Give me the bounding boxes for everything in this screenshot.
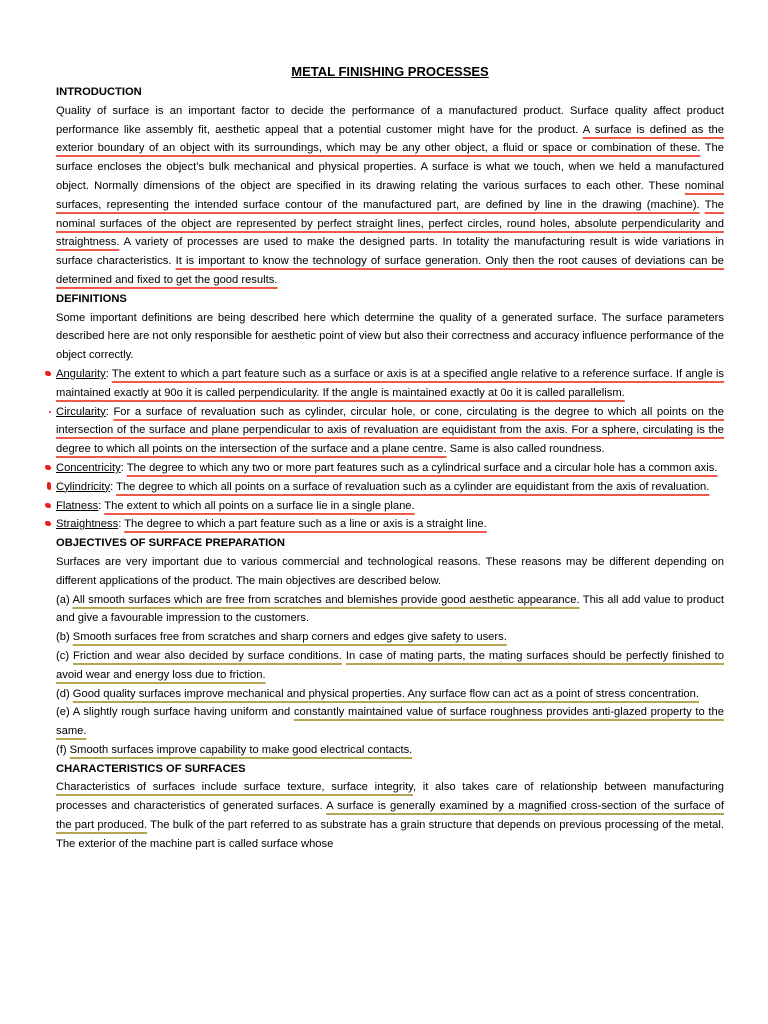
red-marker-icon <box>45 371 51 376</box>
definition-cylindricity <box>56 478 724 497</box>
intro-text-1: Quality of surface is an important factor to decide the performance of a manufactured product. Surface quality affect product performance like assembly fit, aesthetic appeal that a potential customer might have for the product. <box>56 104 724 136</box>
definition-separator: : <box>120 461 127 474</box>
definition-text: The extent to which all points on a surface lie in a single plane. <box>104 499 415 512</box>
definition-term: Concentricity <box>56 461 121 474</box>
objective-c <box>56 647 724 685</box>
definition-separator: : <box>105 367 112 380</box>
objective-b <box>56 628 724 647</box>
objective-label: (d) <box>56 687 73 700</box>
introduction-paragraph <box>56 102 724 290</box>
document-page <box>56 62 724 854</box>
definition-term: Angularity <box>56 367 106 380</box>
definition-tail: Same is also called roundness. <box>446 443 605 456</box>
red-marker-icon <box>45 521 51 526</box>
definition-flatness <box>56 497 724 516</box>
objective-highlight: Smooth surfaces improve capability to make good electrical contacts. <box>69 743 413 756</box>
objective-highlight: All smooth surfaces which are free from scratches and blemishes provide good aesthetic appearance. <box>72 593 580 606</box>
intro-text-4: A variety of processes are used to make the designed parts. In totality the manufacturing result is wide variations in surface characteristics. <box>56 236 724 268</box>
objective-highlight: Friction and wear also decided by surface conditions. <box>73 649 342 662</box>
definition-separator: : <box>98 499 105 512</box>
intro-text-2: The surface encloses the object’s bulk mechanical and physical properties. A surface is what we touch, when we held a manufactured object. Normally dimensions of the object are specified in its drawing relating the various surfaces to each other. These <box>56 142 725 192</box>
objectives-intro: Surfaces are very important due to various commercial and technological reasons. These reasons may be different depending on different applications of the product. The main objectives are described below. <box>56 555 724 587</box>
definition-angularity <box>56 365 724 403</box>
definition-term: Circularity <box>56 405 106 418</box>
characteristics-paragraph <box>56 778 724 853</box>
characteristics-text: , it also takes care of relationship between manufacturing processes and characteristics of generated surfaces. <box>56 781 724 813</box>
definition-text: The degree to which a part feature such as a line or axis is a straight line. <box>124 518 487 531</box>
intro-highlight-1: A surface is defined as the exterior boundary of an object with its surroundings, which may be any other object, a fluid or space or combination of these. <box>56 123 724 155</box>
objective-label: (c) <box>56 649 73 662</box>
objective-label: (f) <box>56 743 70 756</box>
definition-term: Cylindricity <box>56 480 111 493</box>
objective-text: This all add value to product and give a favourable impression to the customers. <box>56 593 724 625</box>
objective-label: (b) <box>56 631 73 644</box>
red-marker-icon <box>49 411 51 413</box>
characteristics-heading: CHARACTERISTICS OF SURFACES <box>56 762 246 775</box>
characteristics-text: The bulk of the part referred to as substrate has a grain structure that depends on previous processing of the metal. The exterior of the machine part is called surface whose <box>56 819 724 850</box>
intro-highlight-4: It is important to know the technology of surface generation. Only then the root causes of deviations can be determined and fixed to get the good results. <box>56 255 724 286</box>
definitions-heading: DEFINITIONS <box>56 292 127 305</box>
definition-concentricity <box>56 459 724 478</box>
definition-text: The degree to which all points on a surface of revaluation such as a cylinder are equidistant from the axis of revaluation. <box>116 480 710 493</box>
document-title: METAL FINISHING PROCESSES <box>291 64 489 79</box>
red-marker-icon <box>45 465 51 470</box>
intro-highlight-3: The nominal surfaces of the object are represented by perfect straight lines, perfect circles, round holes, absolute perpendicularity and straightness. <box>56 198 725 249</box>
definition-straightness <box>56 515 724 534</box>
characteristics-highlight: A surface is generally examined by a magnified cross-section of the surface of the part produced. <box>56 800 724 832</box>
objective-f <box>56 741 724 760</box>
red-marker-icon <box>45 503 51 508</box>
definition-text: The extent to which a part feature such as a surface or axis is at a specified angle relative to a reference surface. If angle is maintained exactly at 90o it is called perpendicularity. If the angle is maintained exactly at 0o it is called parallelism. <box>56 367 724 399</box>
definition-separator: : <box>110 480 117 493</box>
introduction-heading: INTRODUCTION <box>56 86 142 98</box>
objective-label: (a) <box>56 593 73 606</box>
definition-circularity <box>56 403 724 459</box>
objective-highlight: In case of mating parts, the mating surfaces should be perfectly finished to avoid wear and energy loss due to friction. <box>56 649 724 681</box>
definition-separator: : <box>105 405 114 418</box>
definition-term: Straightness <box>56 518 119 531</box>
objective-a <box>56 591 724 629</box>
objective-highlight: constantly maintained value of surface roughness provides anti-glazed property to the same. <box>56 706 724 738</box>
definition-text: The degree to which any two or more part features such as a cylindrical surface and a circular hole has a common axis. <box>126 461 718 474</box>
objective-e <box>56 703 724 741</box>
objective-text: (e) A slightly rough surface having uniform and <box>56 706 294 719</box>
intro-highlight-2: nominal surfaces, representing the intended surface contour of the manufactured part, are defined by line in the drawing (machine). <box>56 179 724 211</box>
definition-text: For a surface of revaluation such as cylinder, circular hole, or cone, circulating is the degree to which all points on the intersection of the surface and plane perpendicular to axis of revaluation are equidistant from the axis. For a sphere, circulating is the degree to which all points on the intersection of the surface and a plane centre. <box>56 405 725 456</box>
objective-highlight: Good quality surfaces improve mechanical and physical properties. Any surface flow can act as a point of stress concentration. <box>72 687 699 700</box>
objectives-heading: OBJECTIVES OF SURFACE PREPARATION <box>56 537 285 550</box>
objective-highlight: Smooth surfaces free from scratches and sharp corners and edges give safety to users. <box>72 631 507 644</box>
definition-separator: : <box>118 518 125 531</box>
characteristics-highlight: Characteristics of surfaces include surface texture, surface integrity <box>56 781 413 794</box>
definition-term: Flatness <box>56 499 99 512</box>
red-marker-icon <box>47 482 51 490</box>
definitions-intro: Some important definitions are being described here which determine the quality of a generated surface. The surface parameters described here are not only responsible for aesthetic point of view but also their correctness and accuracy influence performance of the object correctly. <box>56 311 724 362</box>
objective-d <box>56 685 724 704</box>
